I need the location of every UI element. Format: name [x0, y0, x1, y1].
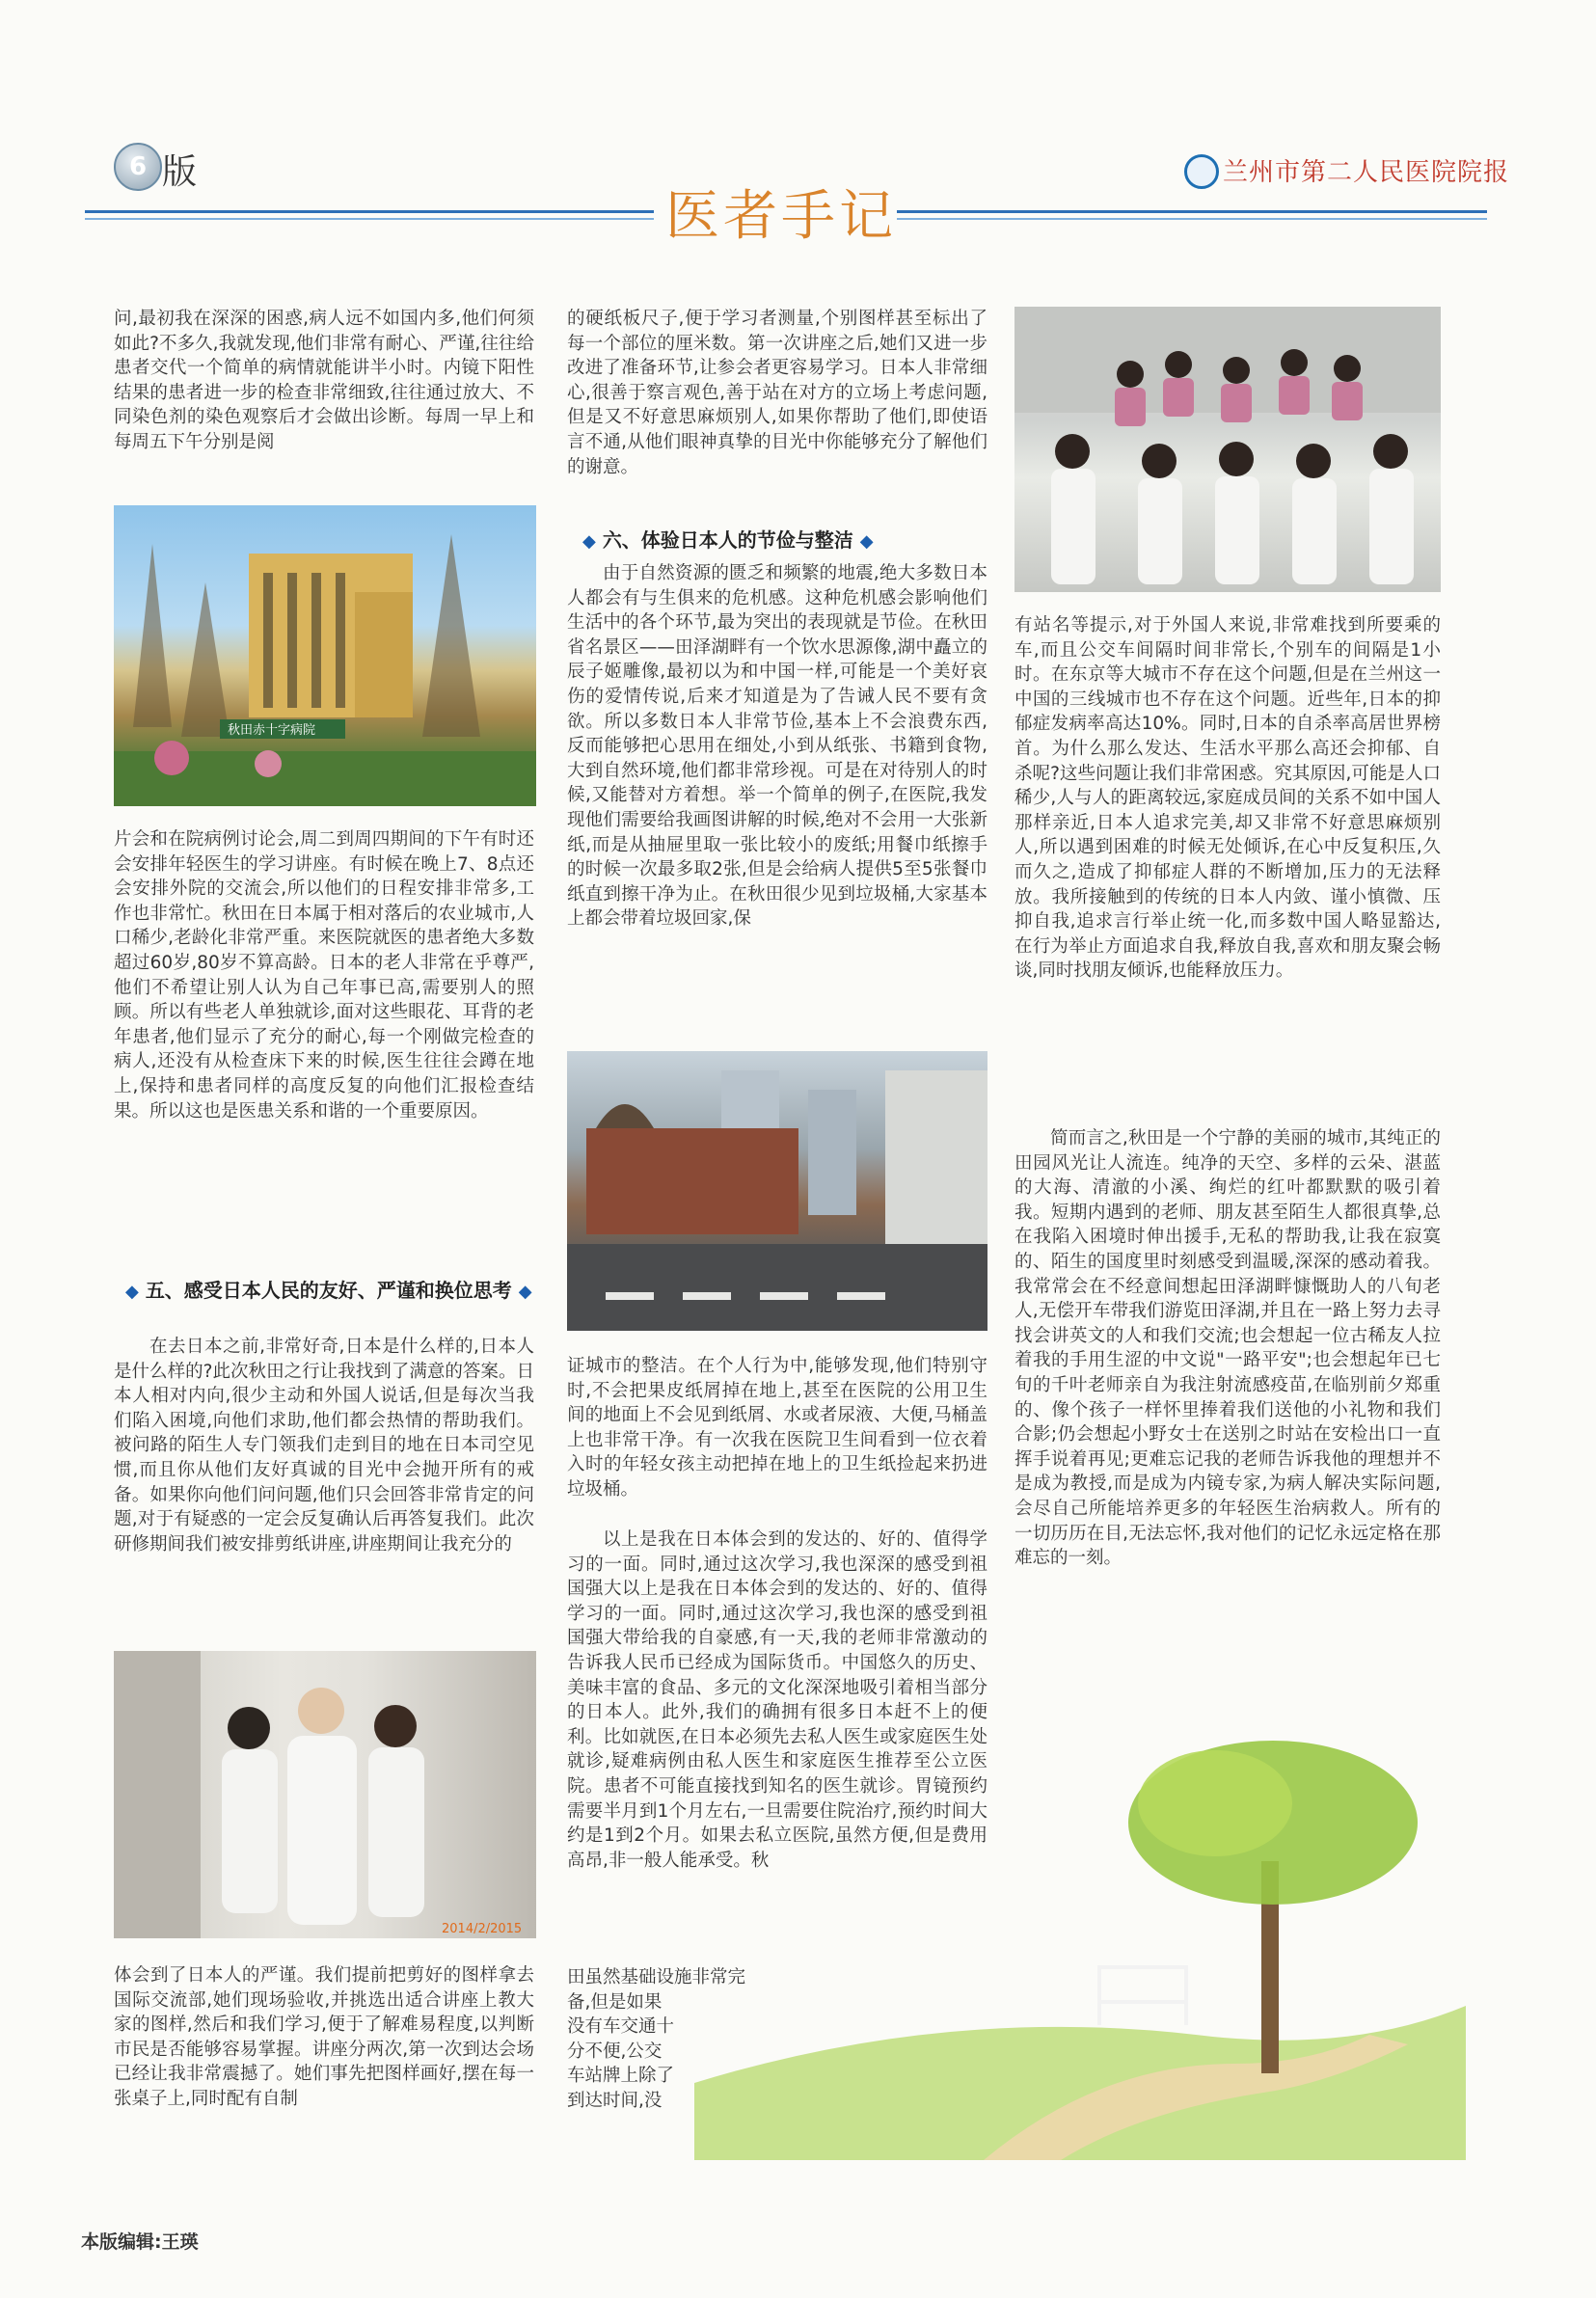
- person-center: [287, 1688, 357, 1925]
- photo-timestamp: 2014/2/2015: [442, 1922, 523, 1936]
- group-photo: [1014, 307, 1441, 592]
- page-number-badge: 6: [114, 143, 162, 191]
- col2-para2: [567, 561, 987, 932]
- section6-heading: [582, 525, 874, 553]
- diamond-icon: ◆: [125, 1282, 139, 1302]
- col2-tail-line: 分不便,公交: [567, 2041, 663, 2062]
- page-suffix: 版: [162, 152, 198, 192]
- diamond-icon: ◆: [582, 531, 596, 552]
- door: [114, 1651, 201, 1938]
- person-left: [222, 1707, 278, 1913]
- col1-para2: [114, 827, 534, 1123]
- flower-bed: [154, 741, 189, 775]
- page-editor: 本版编辑:王瑛: [81, 2231, 199, 2253]
- col2-tail-line: 车站牌上除了: [567, 2066, 675, 2087]
- col3-p2-text: 简而言之,秋田是一个宁静的美丽的城市,其纯正的田园风光让人流连。纯净的天空、多样的云朵、湛蓝的大海、清澈的小溪、绚烂的红叶都默默的吸引着我。短期内遇到的老师、朋友甚至陌生人都很真挚,总在我陷入困境时伸出援手,无私的帮助我,让我在寂寞的、陌生的国度里时刻感受到温暖,深深的感动着我。我常常会在不经意间想起田泽湖畔慷慨助人的八旬老人,无偿开车带我们游览田泽湖,并且在一路上努力去寻找会讲英文的人和我们交流;也会想起一位古稀友人拉着我的手用生涩的中文说"一路平安";也会想起年已七旬的千叶老师亲自为我注射流感疫苗,在临别前夕郑重的、像个孩子一样怀里捧着我们送他的小礼物和我们合影;仍会想起小野女士在送别之时站在安检出口一直挥手说着再见;更难忘记我的老师告诉我他的理想并不是成为教授,而是成为内镜专家,为病人解决实际问题,会尽自己所能培养更多的年轻医生治病救人。所有的一切历历在目,无法忘怀,我对他们的记忆永远定格在那难忘的一刻。: [1014, 1128, 1441, 1569]
- header-rule-left-2: [85, 218, 654, 220]
- tokyo-station-photo: [567, 1051, 987, 1331]
- col2-tail-line: 备,但是如果: [567, 1991, 663, 2013]
- col1-p2-text: 片会和在院病例讨论会,周二到周四期间的下午有时还会安排年轻医生的学习讲座。有时候在晚上7、8点还会安排外院的交流会,所以他们的日程安排非常多,工作也非常忙。秋田在日本属于相对落后的农业城市,人口稀少,老龄化非常严重。来医院就医的患者绝大多数超过60岁,80岁不算高龄。日本的老人非常在乎尊严,他们不希望让别人认为自己年事已高,需要别人的照顾。所以有些老人单独就诊,面对这些眼花、耳背的老年患者,他们显示了充分的耐心,每一个刚做完检查的病人,还没有从检查床下来的时候,医生往往会蹲在地上,保持和患者同样的高度反复的向他们汇报检查结果。所以这也是医患关系和谐的一个重要原因。: [114, 829, 534, 1122]
- column-title: 医者手记: [665, 185, 897, 248]
- station-dome: [596, 1104, 654, 1128]
- building-wing: [355, 592, 413, 717]
- group-illustration: [1014, 307, 1441, 592]
- street-illustration: [567, 1051, 987, 1331]
- col2-tail-line: 没有车交通十: [567, 2016, 675, 2038]
- diamond-icon: ◆: [518, 1282, 532, 1302]
- col1-p3-text: 在去日本之前,非常好奇,日本是什么样的,日本人是什么样的?此次秋田之行让我找到了满意的答案。日本人相对内向,很少主动和外国人说话,但是每次当我们陷入困境,向他们求助,他们都会热情的帮助我们。被问路的陌生人专门领我们走到目的地在日本司空见惯,而且你从他们友好真诚的目光中会抛开所有的戒备。如果你向他们问问题,他们只会回答非常肯定的问题,对于有疑惑的一定会反复确认后再答复我们。此次研修期间我们被安排剪纸讲座,讲座期间让我充分的: [114, 1337, 534, 1555]
- col1-para4: [114, 1963, 534, 2112]
- flower-bed-2: [255, 750, 282, 777]
- section6-title: 六、体验日本人的节俭与整洁: [602, 528, 853, 552]
- masthead: 兰州市第二人民医院院报: [1223, 158, 1510, 187]
- header-rule-left: [85, 210, 654, 213]
- col3-p1-text: 有站名等提示,对于外国人来说,非常难找到所要乘的车,而且公交车间隔时间非常长,个别车的间隔是1小时。在东京等大城市不存在这个问题,但是在兰州这一中国的三线城市也不存在这个问题。近些年,日本的抑郁症发病率高达10%。同时,日本的自杀率高居世界榜首。为什么那么发达、生活水平那么高还会抑郁、自杀呢?这些问题让我们非常困惑。究其原因,可能是人口稀少,人与人的距离较远,家庭成员间的关系不如中国人那样亲近,日本人追求完美,却又非常不好意思麻烦别人,所以遇到困难的时候无处倾诉,在心中反复积压,久而久之,造成了抑郁症人群的不断增加,压力的无法释放。我所接触到的传统的日本人内敛、谨小慎微、压抑自我,追求言行举止统一化,而多数中国人略显豁达,在行为举止方面追求自我,释放自我,喜欢和朋友聚会畅谈,同时找朋友倾诉,也能释放压力。: [1014, 615, 1441, 982]
- col2-p3-text: 证城市的整洁。在个人行为中,能够发现,他们特别守时,不会把果皮纸屑掉在地上,甚至在医院的公用卫生间的地面上不会见到纸屑、水或者尿液、大便,马桶盖上也非常干净。有一次我在医院卫生间看到一位衣着入时的年轻女孩主动把掉在地上的卫生纸捡起来扔进垃圾桶。: [567, 1356, 987, 1500]
- col2-p1-text: 的硬纸板尺子,便于学习者测量,个别图样甚至标出了每一个部位的厘米数。第一次讲座之后,她们又进一步改进了准备环节,让参会者更容易学习。日本人非常细心,很善于察言观色,善于站在对方的立场上考虑问题,但是又不好意思麻烦别人,如果你帮助了他们,即使语言不通,从他们眼神真挚的目光中你能够充分了解他们的谢意。: [567, 309, 987, 477]
- col2-para1: [567, 307, 987, 479]
- staff-front-row: [1051, 434, 1414, 584]
- col2-p4-text: 以上是我在日本体会到的发达的、好的、值得学习的一面。同时,通过这次学习,我也深深的感受到祖国强大以上是我在日本体会到的发达的、好的、值得学习的一面。同时,通过这次学习,我也深的感受到祖国强大带给我的自豪感,有一天,我的老师非常激动的告诉我人民币已经成为国际货币。中国悠久的历史、美味丰富的食品、多元的文化深深地吸引着相当部分的日本人。此外,我们的确拥有很多日本赶不上的便利。比如就医,在日本必须先去私人医生或家庭医生处就诊,疑难病例由私人医生和家庭医生推荐至公立医院。患者不可能直接找到知名的医生就诊。胃镜预约需要半月到1个月左右,一旦需要住院治疗,预约时间大约是1到2个月。如果去私立医院,虽然方便,但是费用高昂,非一般人能承受。秋: [567, 1529, 987, 1871]
- building-illustration: [114, 505, 536, 806]
- park-illustration: [694, 1717, 1466, 2160]
- three-doctors-photo: [114, 1651, 536, 1938]
- col1-p1-text: 问,最初我在深深的困惑,病人远不如国内多,他们何须如此?不多久,我就发现,他们非常有耐心、严谨,往往给患者交代一个简单的病情就能讲半小时。内镜下阳性结果的患者进一步的检查非常细致,往往通过放大、不同染色剂的染色观察后才会做出诊断。每周一早上和每周五下午分别是阅: [114, 309, 534, 452]
- park-svg: [694, 1717, 1466, 2160]
- col3-para1: [1014, 613, 1441, 984]
- diamond-icon: ◆: [859, 531, 874, 552]
- col2-p2-text: 由于自然资源的匮乏和频繁的地震,绝大多数日本人都会有与生俱来的危机感。这种危机感会影响他们生活中的各个环节,最为突出的表现就是节俭。在秋田省名景区——田泽湖畔有一个饮水思源像,湖中矗立的辰子姬雕像,最初以为和中国一样,可能是一个美好哀伤的爱情传说,后来才知道是为了告诫人民不要有贪欲。所以多数日本人非常节俭,基本上不会浪费东西,反而能够把心思用在细处,小到从纸张、书籍到食物,大到自然环境,他们都非常珍视。可是在对待别人的时候,又能替对方着想。举一个简单的例子,在医院,我发现他们需要给我画图讲解的时候,绝对不会用一大张新纸,而是从抽屉里取一张比较小的废纸;用餐巾纸擦手的时候一次最多取2张,但是会给病人提供5至5张餐巾纸直到擦干净为止。在秋田很少见到垃圾桶,大家基本上都会带着垃圾回家,保: [567, 563, 987, 930]
- crosswalk: [567, 1244, 987, 1331]
- header-rule-right: [897, 210, 1487, 213]
- trio-illustration: [114, 1651, 536, 1938]
- section5-heading: [125, 1275, 532, 1303]
- tree-canopy-highlight: [1138, 1750, 1292, 1856]
- hospital-logo-icon: [1184, 154, 1219, 189]
- header-rule-right-2: [897, 218, 1487, 220]
- hospital-sign-text: 秋田赤十字病院: [228, 723, 316, 738]
- col2-para3: [567, 1354, 987, 1502]
- col1-para1: [114, 307, 534, 455]
- col1-p4-text: 体会到了日本人的严谨。我们提前把剪好的图样拿去国际交流部,她们现场验收,并挑选出适合讲座上教大家的图样,然后和我们学习,便于了解难易程度,以判断市民是否能够容易掌握。讲座分两次,第一次到达会场已经让我非常震撼了。她们事先把图样画好,摆在每一张桌子上,同时配有自制: [114, 1965, 534, 2109]
- col2-tail-line: 田虽然基础设施非常完: [567, 1967, 746, 1987]
- person-right: [368, 1705, 424, 1917]
- tower-2: [808, 1090, 856, 1215]
- section5-title: 五、感受日本人民的友好、严谨和换位思考: [145, 1279, 512, 1302]
- col3-para2: [1014, 1126, 1441, 1571]
- col2-tail-line: 到达时间,没: [567, 2090, 663, 2111]
- col1-para3: [114, 1335, 534, 1556]
- bench-icon: [1099, 1967, 1186, 2025]
- hospital-building-photo: [114, 505, 536, 806]
- office-building: [885, 1070, 987, 1244]
- brick-station: [586, 1128, 798, 1234]
